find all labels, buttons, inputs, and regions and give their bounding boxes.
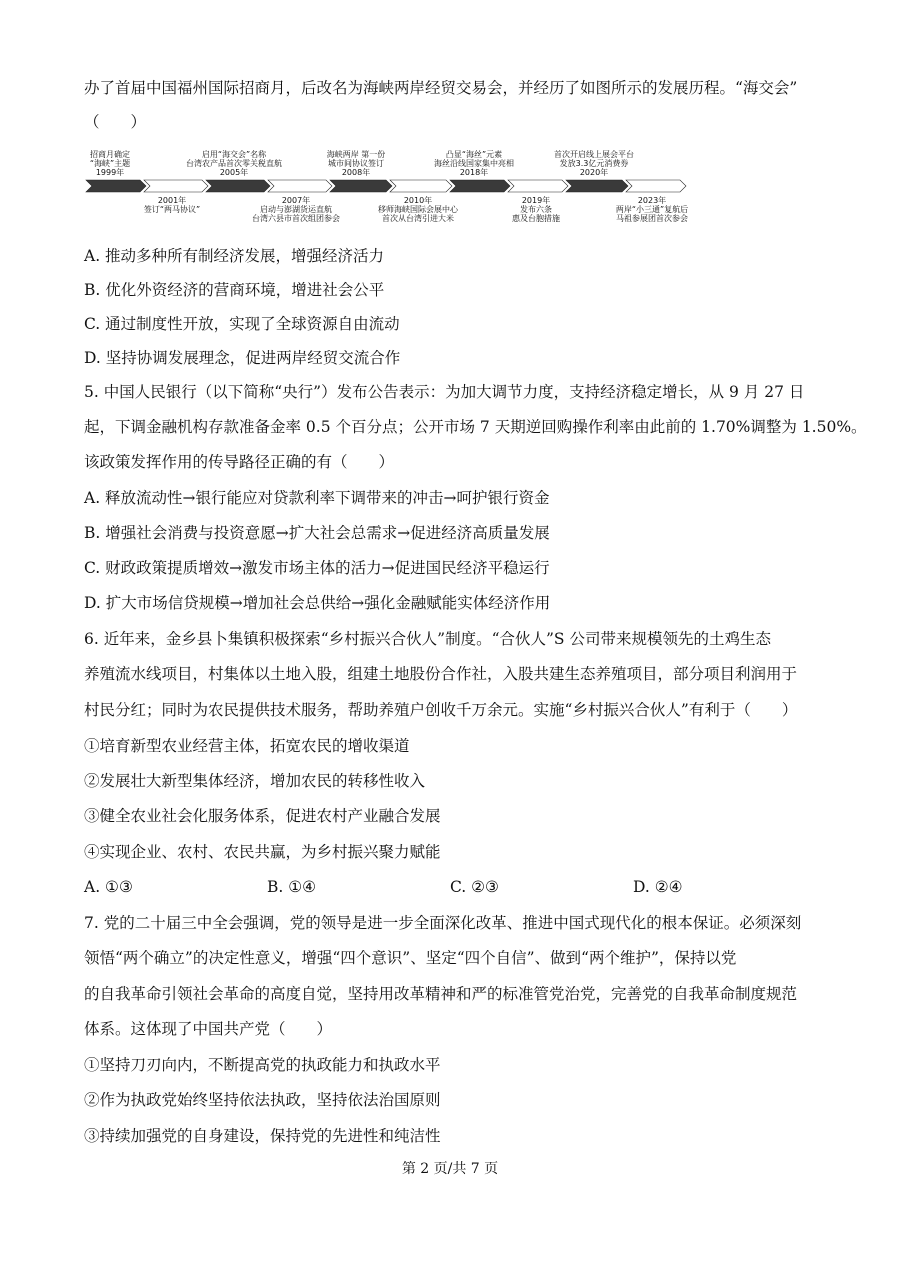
timeline-top-3-l1: 海峡两岸 第一份 (326, 150, 386, 159)
timeline-top-4-l2: 海丝沿线国家集中亮相 (434, 159, 514, 168)
timeline-bottom-3-l1: 移师海峡国际会展中心 (378, 205, 458, 214)
timeline-arrow-9 (566, 180, 628, 192)
q5-option-b: B. 增强社会消费与投资意愿→扩大社会总需求→促进经济高质量发展 (84, 524, 550, 542)
timeline-bottom-3-year: 2010年 (403, 196, 433, 205)
timeline-top-4-year: 2018年 (459, 168, 489, 177)
q4-stem-line-2: （ ） (84, 113, 147, 131)
timeline-bottom-1-l1: 签订“两马协议” (143, 205, 201, 214)
timeline-top-1-year: 1999年 (95, 168, 125, 177)
q4-option-a: A. 推动多种所有制经济发展，增强经济活力 (84, 247, 385, 265)
timeline-arrow-5 (330, 180, 392, 192)
q4-option-d: D. 坚持协调发展理念，促进两岸经贸交流合作 (84, 349, 401, 367)
timeline-bottom-4-l2: 惠及台胞措施 (512, 214, 560, 223)
timeline-bottom-3-l2: 首次从台湾引进大米 (382, 214, 454, 223)
timeline-top-2-l2: 台湾农产品首次零关税直航 (186, 159, 282, 168)
q7-stem-line-4: 体系。这体现了中国共产党（ ） (84, 1020, 333, 1038)
q5-stem-line-1: 5. 中国人民银行（以下简称“央行”）发布公告表示：为加大调节力度，支持经济稳定增长，从 9 月 27 日 (84, 383, 805, 401)
timeline-bottom-5-l2: 马祖参展团首次参会 (616, 214, 688, 223)
timeline-bottom-5-l1: 两岸“小三通”复航后 (615, 205, 689, 214)
q6-option-c: C. ②③ (450, 878, 499, 896)
q6-stem-line-3: 村民分红；同时为农民提供技术服务，帮助养殖户创收千万余元。实施“乡村振兴合伙人”有利于（ ） (84, 701, 798, 719)
q5-stem-line-3: 该政策发挥作用的传导路径正确的有（ ） (84, 453, 395, 471)
q5-stem-line-2: 起，下调金融机构存款准备金率 0.5 个百分点；公开市场 7 天期逆回购操作利率由此前的 1.70%调整为 1.50%。 (84, 418, 867, 436)
timeline-bottom-2-year: 2007年 (281, 196, 311, 205)
q7-item-1: ①坚持刀刃向内，不断提高党的执政能力和执政水平 (84, 1056, 441, 1074)
timeline-top-2-l1: 启用“海交会”名称 (201, 150, 267, 159)
q6-item-2: ②发展壮大新型集体经济，增加农民的转移性收入 (84, 772, 426, 790)
q6-item-4: ④实现企业、农村、农民共赢，为乡村振兴聚力赋能 (84, 843, 441, 861)
q6-option-d: D. ②④ (633, 878, 683, 896)
q4-stem-line-1: 办了首届中国福州国际招商月，后改名为海峡两岸经贸交易会，并经历了如图所示的发展历程。“海交会” (84, 79, 798, 97)
q6-item-1: ①培育新型农业经营主体，拓宽农民的增收渠道 (84, 737, 410, 755)
timeline-top-1-l2: “海峡”主题 (89, 159, 131, 168)
timeline-bottom-4-year: 2019年 (521, 196, 551, 205)
q4-option-c: C. 通过制度性开放，实现了全球资源自由流动 (84, 315, 400, 333)
q5-option-d: D. 扩大市场信贷规模→增加社会总供给→强化金融赋能实体经济作用 (84, 594, 551, 612)
timeline-bottom-2-l1: 启动与澎湖货运直航 (260, 205, 332, 214)
q4-option-b: B. 优化外资经济的营商环境，增进社会公平 (84, 281, 385, 299)
timeline-bottom-4-l1: 发布六条 (520, 205, 552, 214)
timeline-bottom-5-year: 2023年 (637, 196, 667, 205)
timeline-top-4-l1: 凸显“海丝”元素 (445, 150, 503, 159)
haijiaohui-timeline (84, 150, 694, 225)
page-number: 第 2 页/共 7 页 (401, 1161, 499, 1177)
q6-option-b: B. ①④ (267, 878, 317, 896)
q7-stem-line-1: 7. 党的二十届三中全会强调，党的领导是进一步全面深化改革、推进中国式现代化的根本保证。必须深刻 (84, 914, 802, 932)
timeline-arrow-6 (390, 180, 452, 192)
timeline-arrow-3 (206, 180, 270, 192)
timeline-bottom-2-l2: 台湾六县市首次组团参会 (252, 214, 340, 223)
timeline-top-3-l2: 城市间协议签订 (328, 159, 384, 168)
timeline-top-5-year: 2020年 (579, 168, 609, 177)
timeline-top-2-year: 2005年 (219, 168, 249, 177)
q7-stem-line-3: 的自我革命引领社会革命的高度自觉，坚持用改革精神和严的标准管党治党，完善党的自我革命制度规范 (84, 985, 798, 1003)
timeline-arrow-4 (268, 180, 332, 192)
timeline-top-5-l1: 首次开启线上展会平台 (554, 150, 634, 159)
timeline-arrow-2 (144, 180, 208, 192)
q7-stem-line-2: 领悟“两个确立”的决定性意义，增强“四个意识”、坚定“四个自信”、做到“两个维护”，保持以党 (84, 949, 737, 967)
timeline-arrow-1 (86, 180, 146, 192)
q6-stem-line-2: 养殖流水线项目，村集体以土地入股，组建土地股份合作社，入股共建生态养殖项目，部分项目利润用于 (84, 665, 798, 683)
q7-item-3: ③持续加强党的自身建设，保持党的先进性和纯洁性 (84, 1127, 441, 1145)
q6-stem-line-1: 6. 近年来，金乡县卜集镇积极探索“乡村振兴合伙人”制度。“合伙人”S 公司带来规模领先的土鸡生态 (84, 630, 771, 648)
q6-item-3: ③健全农业社会化服务体系，促进农村产业融合发展 (84, 807, 441, 825)
timeline-top-3-year: 2008年 (341, 168, 371, 177)
q5-option-c: C. 财政政策提质增效→激发市场主体的活力→促进国民经济平稳运行 (84, 559, 550, 577)
timeline-top-5-l2: 发放3.3亿元消费券 (559, 159, 629, 168)
q6-option-a: A. ①③ (84, 878, 133, 896)
timeline-arrow-7 (450, 180, 510, 192)
timeline-top-1-l1: 招商月确定 (90, 150, 130, 159)
timeline-arrow-8 (508, 180, 568, 192)
q7-item-2: ②作为执政党始终坚持依法执政，坚持依法治国原则 (84, 1091, 441, 1109)
timeline-bottom-1-year: 2001年 (157, 196, 187, 205)
timeline-arrow-10 (626, 180, 686, 192)
q5-option-a: A. 释放流动性→银行能应对贷款利率下调带来的冲击→呵护银行资金 (84, 489, 550, 507)
